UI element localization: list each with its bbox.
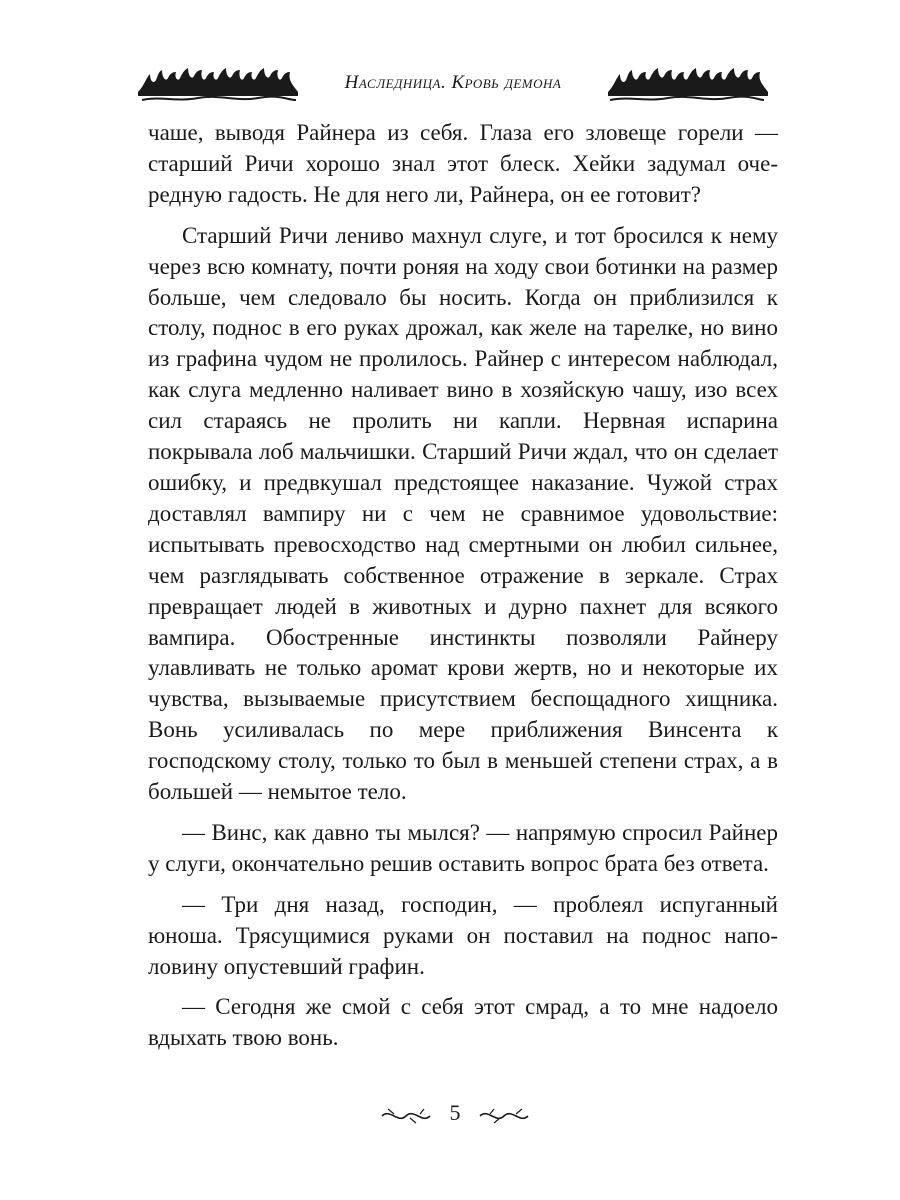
body-text bbox=[148, 118, 778, 1054]
dialog-paragraph: — Три дня назад, господин, — проблеял испуганный юноша. Трясущимися руками он поставил на поднос наполовину опустевший графин. bbox=[148, 891, 778, 979]
flame-ornament-icon bbox=[138, 66, 298, 106]
flame-ornament-icon bbox=[608, 66, 768, 106]
page-header bbox=[138, 66, 768, 106]
paragraph: Старший Ричи лениво махнул слуге, и тот бросился к нему через всю комнату, почти роняя на ходу свои ботинки на размер больше, чем следовало бы носить. Когда он приблизился к столу, поднос в его руках дрожал, как желе на тарелке, но вино из графина чудом не пролилось. Райнер с интересом наблюдал, как слуга медленно наливает вино в хозяйскую чашу, изо всех сил стараясь не пролить ни капли. Нервная испарина покрывала лоб мальчишки. Старший Ричи ждал, что он сделает ошибку, и предвкушал предстоящее наказание. Чужой страх доставлял вампиру ни с чем не сравнимое удовольствие: испытывать превосходство над смертными он любил сильнее, чем разглядывать собственное отражение в зеркале. Страх превращает людей в животных и дурно пахнет для всякого вампира. Обостренные инстинкты позволяли Райнеру улавливать не только аромат крови жертв, но и некоторые их чувства, вызываемые присутствием беспощадного хищника. Вонь усиливалась по мере приближения Винсента к господскому столу, только то был в меньшей степени страх, а в большей — немытое тело. bbox=[148, 222, 778, 805]
running-title: Наследница. Кровь демона bbox=[344, 72, 562, 93]
paragraph: чаше, выводя Райнера из себя. Глаза его зловеще горели — старший Ричи хорошо знал этот блеск. Хейки задумал очередную гадость. Не для него ли, Райнера, он ее готовит? bbox=[148, 120, 778, 207]
vine-ornament-icon bbox=[478, 1106, 530, 1126]
dialog-paragraph: — Сегодня же смой с себя этот смрад, а то мне надоело вдыхать твою вонь. bbox=[148, 994, 778, 1051]
page-number: 5 bbox=[449, 1100, 461, 1125]
page-footer bbox=[380, 1100, 530, 1130]
dialog-paragraph: — Винс, как давно ты мылся? — напрямую спросил Райнер у слуги, окончательно решив оставить вопрос брата без ответа. bbox=[148, 819, 778, 876]
